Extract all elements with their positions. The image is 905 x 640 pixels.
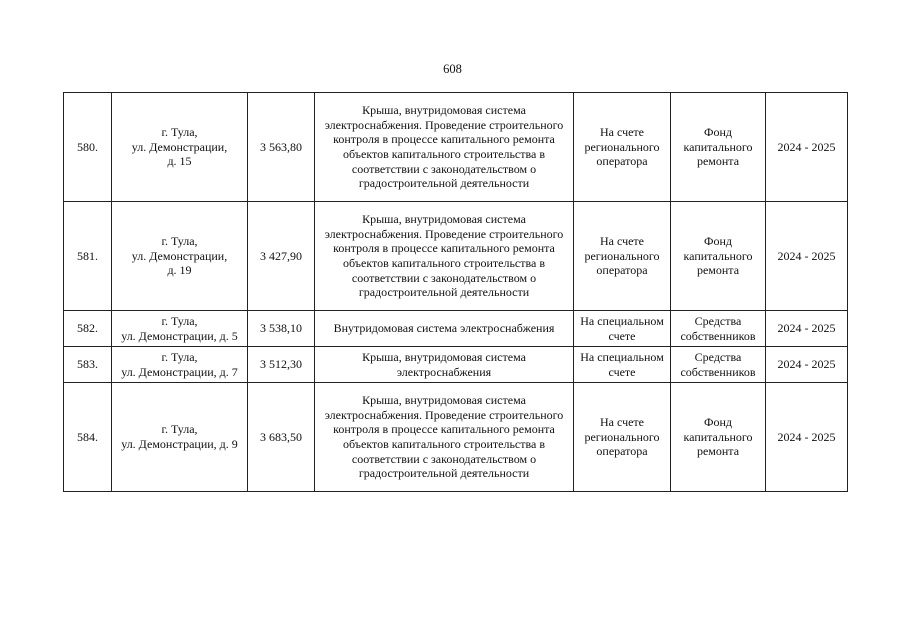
account-cell: На счете регионального оператора xyxy=(574,202,671,311)
address-line: г. Тула, xyxy=(161,234,198,249)
row-number: 581. xyxy=(64,202,112,311)
table-row xyxy=(64,347,848,383)
address-line: г. Тула, xyxy=(161,313,198,328)
table-row xyxy=(64,383,848,492)
address-cell xyxy=(112,311,248,347)
address-cell xyxy=(112,383,248,492)
address-line: д. 15 xyxy=(167,154,192,169)
works-cell: Крыша, внутридомовая система электроснабжения xyxy=(315,347,574,383)
funding-source-cell: Средства собственников xyxy=(671,311,766,347)
account-cell: На специальном счете xyxy=(574,311,671,347)
row-number: 582. xyxy=(64,311,112,347)
row-number: 583. xyxy=(64,347,112,383)
address-line: г. Тула, xyxy=(161,349,198,364)
funding-source-cell: Средства собственников xyxy=(671,347,766,383)
funding-source-cell: Фонд капитального ремонта xyxy=(671,93,766,202)
address-line: ул. Демонстрации, д. 7 xyxy=(121,364,238,379)
address-line: ул. Демонстрации, xyxy=(131,139,228,154)
address-cell xyxy=(112,202,248,311)
address-line: г. Тула, xyxy=(161,422,198,437)
funding-source-cell: Фонд капитального ремонта xyxy=(671,202,766,311)
address-line: ул. Демонстрации, д. 5 xyxy=(121,328,238,343)
repair-registry-table xyxy=(63,92,848,492)
account-cell: На специальном счете xyxy=(574,347,671,383)
area-cell: 3 427,90 xyxy=(248,202,315,311)
works-cell: Крыша, внутридомовая система электроснабжения. Проведение строительного контроля в процессе капитального ремонта объектов капитального строительства в соответствии с законодательством о градостроительной деятельности xyxy=(315,383,574,492)
table-row xyxy=(64,311,848,347)
address-line: ул. Демонстрации, д. 9 xyxy=(121,437,238,451)
period-cell: 2024 - 2025 xyxy=(766,383,848,492)
works-cell: Крыша, внутридомовая система электроснабжения. Проведение строительного контроля в процессе капитального ремонта объектов капитального строительства в соответствии с законодательством о градостроительной деятельности xyxy=(315,202,574,311)
address-cell xyxy=(112,347,248,383)
page-number: 608 xyxy=(443,62,462,76)
works-cell: Крыша, внутридомовая система электроснабжения. Проведение строительного контроля в процессе капитального ремонта объектов капитального строительства в соответствии с законодательством о градостроительной деятельности xyxy=(315,93,574,202)
area-cell: 3 683,50 xyxy=(248,383,315,492)
address-line: ул. Демонстрации, xyxy=(131,248,228,263)
period-cell: 2024 - 2025 xyxy=(766,311,848,347)
area-cell: 3 538,10 xyxy=(248,311,315,347)
address-cell xyxy=(112,93,248,202)
row-number: 584. xyxy=(64,383,112,492)
period-cell: 2024 - 2025 xyxy=(766,347,848,383)
funding-source-cell: Фонд капитального ремонта xyxy=(671,383,766,492)
area-cell: 3 512,30 xyxy=(248,347,315,383)
address-line: г. Тула, xyxy=(161,125,198,140)
account-cell: На счете регионального оператора xyxy=(574,383,671,492)
account-cell: На счете регионального оператора xyxy=(574,93,671,202)
table-row xyxy=(64,202,848,311)
works-cell: Внутридомовая система электроснабжения xyxy=(315,311,574,347)
table-row xyxy=(64,93,848,202)
period-cell: 2024 - 2025 xyxy=(766,93,848,202)
row-number: 580. xyxy=(64,93,112,202)
period-cell: 2024 - 2025 xyxy=(766,202,848,311)
address-line: д. 19 xyxy=(167,263,192,278)
area-cell: 3 563,80 xyxy=(248,93,315,202)
